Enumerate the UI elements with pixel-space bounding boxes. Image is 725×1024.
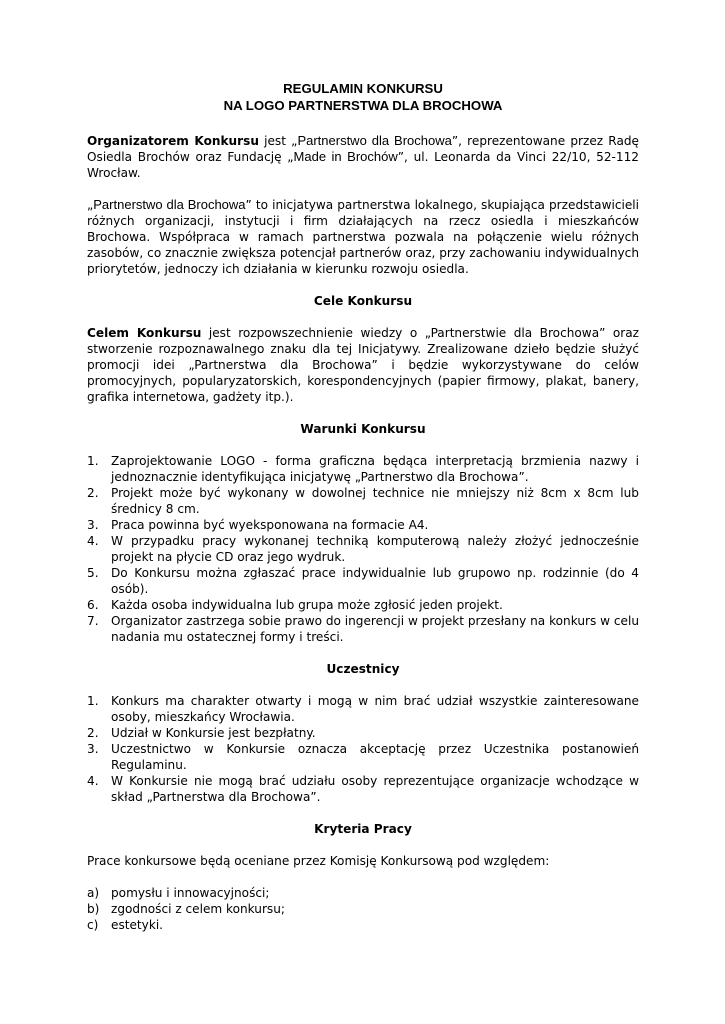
cele-heading: Cele Konkursu <box>313 294 413 308</box>
warunki-heading: Warunki Konkursu <box>300 422 426 436</box>
list-item: 1. Konkurs ma charakter otwarty i mogą w nim brać udział wszystkie zainteresowane osoby, mieszkańcy Wrocławia. <box>87 694 639 724</box>
kryteria-heading: Kryteria Pracy <box>314 822 412 836</box>
list-item: 3. Uczestnictwo w Konkursie oznacza akceptację przez Uczestnika postanowień Regulaminu. <box>87 742 639 772</box>
organizer-text-c: ”, ul. Leonarda da Vinci 22/10, 52-112 Wrocław. <box>87 150 639 180</box>
organizer-lead: Organizatorem Konkursu <box>87 134 259 148</box>
organizer-text-b: ”, reprezentowane przez Radę Osiedla Brochów oraz Fundację „ <box>87 134 639 164</box>
list-item: 4. W przypadku pracy wykonanej techniką komputerową należy złożyć jednocześnie projekt na płycie CD oraz jego wydruk. <box>87 534 639 564</box>
organizer-text-a: jest „ <box>258 134 298 148</box>
document-page <box>87 80 639 933</box>
list-item: 1. Zaprojektowanie LOGO - forma graficzna będąca interpretacją brzmienia nazwy i jednoznacznie identyfikująca inicjatywę „Partnerstwo dla Brochowa”. <box>87 454 639 484</box>
uczestnicy-heading: Uczestnicy <box>326 662 400 676</box>
cele-text: jest rozpowszechnienie wiedzy o „Partnerstwie dla Brochowa” oraz stworzenie rozpoznawalnego znaku dla tej Inicjatywy. Zrealizowane dzieło będzie służyć promocji idei „Partnerstwa dla Brochowa” i będzie wykorzystywane do celów promocyjnych, popularyzatorskich, korespondencyjnych (papier firmowy, plakat, banery, grafika internetowa, gadżety itp.). <box>87 326 639 404</box>
cele-paragraph <box>87 325 639 405</box>
uczestnicy-list <box>87 693 639 805</box>
list-item: b) zgodności z celem konkursu; <box>87 902 285 916</box>
list-item: 6. Każda osoba indywidualna lub grupa może zgłosić jeden projekt. <box>87 598 503 612</box>
partnership-text-b: ” to inicjatywa partnerstwa lokalnego, skupiająca przedstawicieli różnych organizacji, instytucji i firm działających na rzecz osiedla i mieszkańców Brochowa. Współpraca w ramach partnerstwa pozwala na połączenie wielu różnych zasobów, co znacznie zwiększa potencjał partnerów oraz, przy zachowaniu indywidualnych priorytetów, jednoczy ich działania w kierunku rozwoju osiedla. <box>87 198 639 276</box>
warunki-list <box>87 453 639 645</box>
cele-lead: Celem Konkursu <box>87 326 202 340</box>
list-item: 2. Udział w Konkursie jest bezpłatny. <box>87 726 316 740</box>
kryteria-intro: Prace konkursowe będą oceniane przez Komisję Konkursową pod względem: <box>87 854 550 868</box>
organizer-paragraph <box>87 133 639 181</box>
partnership-text-a: „ <box>87 198 94 212</box>
partnership-name: Partnerstwo dla Brochowa <box>93 197 246 212</box>
organizer-foundation: Made in Brochów <box>293 149 398 164</box>
document-title-line-1: REGULAMIN KONKURSU <box>283 81 443 96</box>
kryteria-list <box>87 885 639 933</box>
list-item: c) estetyki. <box>87 918 164 932</box>
partnership-paragraph <box>87 197 639 277</box>
list-item: 2. Projekt może być wykonany w dowolnej technice nie mniejszy niż 8cm x 8cm lub średnicy 8 cm. <box>87 486 639 516</box>
list-item: 5. Do Konkursu można zgłaszać prace indywidualnie lub grupowo np. rodzinnie (do 4 osób). <box>87 566 639 596</box>
list-item: 4. W Konkursie nie mogą brać udziału osoby reprezentujące organizacje wchodzące w skład „Partnerstwa dla Brochowa”. <box>87 774 639 804</box>
list-item: a) pomysłu i innowacyjności; <box>87 886 270 900</box>
list-item: 7. Organizator zastrzega sobie prawo do ingerencji w projekt przesłany na konkurs w celu nadania mu ostatecznej formy i treści. <box>87 614 639 644</box>
list-item: 3. Praca powinna być wyeksponowana na formacie A4. <box>87 518 429 532</box>
document-title-line-2: NA LOGO PARTNERSTWA DLA BROCHOWA <box>223 98 503 113</box>
organizer-name: Partnerstwo dla Brochowa <box>297 133 452 148</box>
